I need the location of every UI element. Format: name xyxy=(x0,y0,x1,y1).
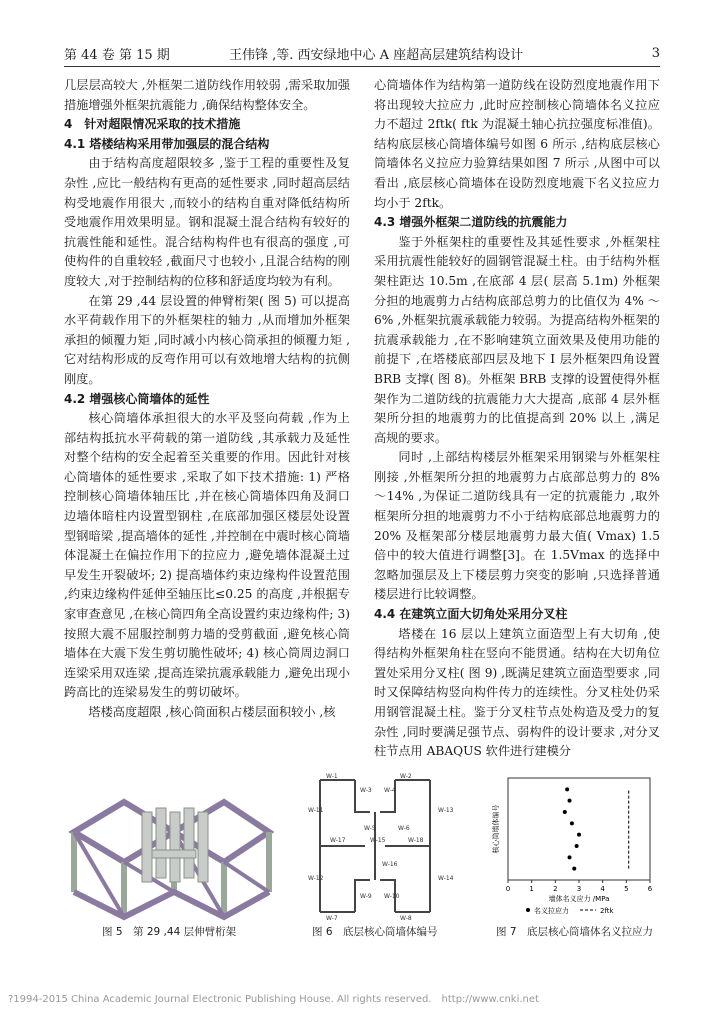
right-column xyxy=(374,76,660,762)
page-number: 3 xyxy=(651,46,660,61)
x-tick-label: 4 xyxy=(600,885,605,893)
copyright-footer: ?1994-2015 China Academic Journal Electronic Publishing House. All rights reserved. http://www.cnki.net xyxy=(8,994,539,1005)
paragraph: 塔楼在 16 层以上建筑立面造型上有大切角 ,使得结构外框架角柱在竖向不能贯通。结构在大切角位置处采用分叉柱( 图 9) ,既满足建筑立面造型要求 ,同时又保障结构竖向构件传力的连续性。分叉柱处仍采用钢管混凝土柱。鉴于分叉柱节点处构造及受力的复杂性 ,同时要满足强节点、弱构件的设计要求 ,对分叉柱节点用 ABAQUS 软件进行建模分 xyxy=(374,626,660,759)
wall-label: W-7 xyxy=(326,915,338,922)
wall-label: W-6 xyxy=(398,825,410,832)
x-tick-label: 3 xyxy=(576,885,582,893)
section-heading: 4.4 在建筑立面大切角处采用分叉柱 xyxy=(374,607,568,622)
data-point xyxy=(575,844,579,848)
wall-label: W-1 xyxy=(326,773,338,780)
section-heading: 4.1 塔楼结构采用带加强层的混合结构 xyxy=(64,136,270,151)
wall-label: W-18 xyxy=(408,837,424,844)
data-point xyxy=(563,810,567,814)
wall-label: W-12 xyxy=(308,875,324,882)
wall-label: W-11 xyxy=(308,807,324,814)
figure-5-caption: 图 5 第 29 ,44 层伸臂桁架 xyxy=(102,926,237,938)
outrigger-truss-illustration xyxy=(64,772,280,922)
wall-label: W-16 xyxy=(382,861,398,868)
header-rule xyxy=(64,66,660,67)
running-header xyxy=(64,40,660,62)
data-point xyxy=(568,855,572,859)
figure-5 xyxy=(64,772,280,947)
left-column xyxy=(64,76,350,723)
paragraph: 由于结构高度超限较多 ,鉴于工程的重要性及复杂性 ,应比一般结构有更高的延性要求 ,同时超高层结构受地震作用很大 ,而较小的结构自重对降低结构所受地震作用效果明显。钢和混凝土混合结构有较好的抗震性能和延性。混合结构构件也有很高的强度 ,可使构件的自重较轻 ,截面尺寸也较小 ,且混合结构的刚度较大 ,对于控制结构的位移和舒适度均较为有利。 xyxy=(64,156,350,288)
paragraph: 在第 29 ,44 层设置的伸臂桁架( 图 5) 可以提高水平荷载作用下的外框架柱的轴力 ,从而增加外框架承担的倾覆力矩 ,同时减小内核心筒承担的倾覆力矩 ,它对结构形成的反弯作用可以有效地增大结构的抗侧刚度。 xyxy=(64,293,350,386)
section-heading: 4.3 增强外框架二道防线的抗震能力 xyxy=(374,215,568,230)
data-point xyxy=(568,799,572,803)
wall-label: W-8 xyxy=(400,915,412,922)
wall-label: W-3 xyxy=(360,787,372,794)
data-point xyxy=(570,821,574,825)
paragraph: 同时 ,上部结构楼层外框架采用钢梁与外框架柱刚接 ,外框架所分担的地震剪力占底部总剪力的 8% ～14% ,为保证二道防线具有一定的抗震能力 ,取外框架所分担的地震剪力不小于结构底部总地震剪力的 20% 及框架部分楼层地震剪力最大值( Vmax) 1.5 倍中的较大值进行调整[3]。在 1.5Vmax 的选择中忽略加强层及上下楼层剪力突变的影响 ,只选择普通楼层进行比较调整。 xyxy=(374,450,660,602)
x-tick-label: 2 xyxy=(553,885,558,893)
x-tick-label: 6 xyxy=(647,885,653,893)
x-tick-label: 5 xyxy=(624,885,629,893)
wall-label: W-10 xyxy=(384,893,400,900)
wall-label: W-4 xyxy=(384,787,396,794)
paragraph: 心筒墙体作为结构第一道防线在设防烈度地震作用下将出现较大拉应力 ,此时应控制核心筒墙体名义拉应力不超过 2ftk( ftk 为混凝土轴心抗拉强度标准值)。结构底层核心筒墙体编号如图 6 所示 ,结构底层核心筒墙体名义拉应力验算结果如图 7 所示 ,从图中可以看出 ,底层核心筒墙体在设防烈度地震下名义拉应力均小于 2ftk。 xyxy=(374,78,660,210)
wall-label: W-17 xyxy=(330,837,346,844)
figure-7 xyxy=(488,772,660,947)
wall-label: W-14 xyxy=(438,875,454,882)
data-point xyxy=(572,867,576,871)
paragraph: 核心筒墙体承担很大的水平及竖向荷载 ,作为上部结构抵抗水平荷载的第一道防线 ,其承载力及延性对整个结构的安全起着至关重要的作用。因此针对核心筒墙体的延性要求 ,采取了如下技术措施: 1) 严格控制核心筒墙体轴压比 ,并在核心筒墙体四角及洞口边墙体暗柱内设置型钢柱 ,在底部加强区楼层处设置型钢暗梁 ,提高墙体的延性 ,并控制在中震时核心筒墙体混凝土在偏拉作用下的拉应力 ,避免墙体混凝土过早发生开裂破坏; 2) 提高墙体约束边缘构件设置范围 ,约束边缘构件延伸至轴压比≤0.25 的高度 ,并根据专家审查意见 ,在核心筒四角全高设置约束边缘构件; 3) 按照大震不屈服控制剪力墙的受剪截面 ,避免核心筒墙体在大震下发生剪切脆性破坏; 4) 核心筒周边洞口连梁采用双连梁 ,提高连梁抗震承载能力 ,避免出现小跨高比的连梁易发生的剪切破坏。 xyxy=(64,411,350,700)
data-point xyxy=(577,833,581,837)
figure-7-caption: 图 7 底层核心筒墙体名义拉应力 xyxy=(496,926,654,938)
paragraph: 鉴于外框架柱的重要性及其延性要求 ,外框架柱采用抗震性能较好的圆钢管混凝土柱。由于结构外框架柱距达 10.5m ,在底部 4 层( 层高 5.1m) 外框架分担的地震剪力占结构底部总剪力的比值仅为 4% ～6% ,外框架抗震承载能力较弱。为提高结构外框架的抗震承载能力 ,在不影响建筑立面效果及使用功能的前提下 ,在塔楼底部四层及地下 Ⅰ 层外框架四角设置 BRB 支撑( 图 8)。外框架 BRB 支撑的设置使得外框架作为二道防线的抗震能力大大提高 ,底部 4 层外框架所分担的地震剪力的比值提高到 20% 以上 ,满足高规的要求。 xyxy=(374,234,660,445)
paragraph: 几层层高较大 ,外框架二道防线作用较弱 ,需采取加强措施增强外框架抗震能力 ,确保结构整体安全。 xyxy=(64,78,350,112)
y-axis-label: 核心筒墙体编号 xyxy=(492,804,500,854)
figure-6 xyxy=(300,772,454,947)
wall-label: W-13 xyxy=(438,807,454,814)
legend-marker xyxy=(526,908,530,912)
wall-label: W-9 xyxy=(360,893,372,900)
data-point xyxy=(565,787,569,791)
x-tick-label: 0 xyxy=(505,885,511,893)
core-wall-plan xyxy=(300,772,454,922)
wall-label: W-15 xyxy=(370,837,386,844)
legend-label: 名义拉应力 xyxy=(534,907,569,915)
journal-issue: 第 44 卷 第 15 期 xyxy=(64,48,170,63)
x-tick-label: 1 xyxy=(529,885,534,893)
wall-label: W-5 xyxy=(364,825,376,832)
figure-6-caption: 图 6 底层核心筒墙体编号 xyxy=(312,926,438,938)
section-heading: 4 针对超限情况采取的技术措施 xyxy=(64,117,241,132)
paragraph: 塔楼高度超限 ,核心筒面积占楼层面积较小 ,核 xyxy=(88,705,336,719)
wall-label: W-2 xyxy=(400,773,412,780)
x-axis-label: 墙体名义应力 /MPa xyxy=(548,895,610,903)
nominal-stress-chart xyxy=(488,772,660,922)
section-heading: 4.2 增强核心筒墙体的延性 xyxy=(64,391,210,406)
legend-label: 2ftk xyxy=(600,907,614,915)
article-running-title: 王伟锋 ,等. 西安绿地中心 A 座超高层建筑结构设计 xyxy=(229,48,524,63)
